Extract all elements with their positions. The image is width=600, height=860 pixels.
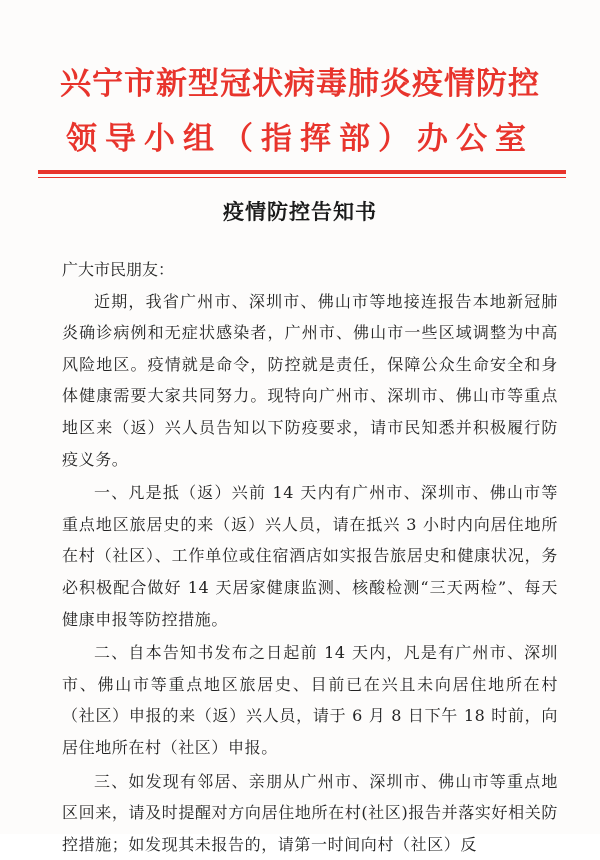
header-divider-thin <box>38 177 566 178</box>
document-title: 疫情防控告知书 <box>0 196 600 226</box>
org-name-line-1: 兴宁市新型冠状病毒肺炎疫情防控 <box>0 58 600 103</box>
header-divider-thick <box>38 170 566 174</box>
paragraph-item-3: 三、如发现有邻居、亲朋从广州市、深圳市、佛山市等重点地区回来，请及时提醒对方向居住地所在村(社区)报告并落实好相关防控措施；如发现其未报告的，请第一时间向村（社区）反 <box>62 766 558 860</box>
org-name-line-2: 领导小组（指挥部）办公室 <box>0 113 600 158</box>
paragraph-item-1: 一、凡是抵（返）兴前 14 天内有广州市、深圳市、佛山市等重点地区旅居史的来（返）兴人员，请在抵兴 3 小时内向居住地所在村（社区）、工作单位或住宿酒店如实报告旅居史和健康状况，务必积极配合做好 14 天居家健康监测、核酸检测“三天两检”、每天健康申报等防控措施。 <box>62 477 558 635</box>
paragraph-intro: 近期，我省广州市、深圳市、佛山市等地接连报告本地新冠肺炎确诊病例和无症状感染者，广州市、佛山市一些区域调整为中高风险地区。疫情就是命令，防控就是责任，保障公众生命安全和身体健康需要大家共同努力。现特向广州市、深圳市、佛山市等重点地区来（返）兴人员告知以下防疫要求，请市民知悉并积极履行防疫义务。 <box>62 286 558 476</box>
salutation: 广大市民朋友： <box>62 254 558 286</box>
paragraph-item-2: 二、自本告知书发布之日起前 14 天内，凡是有广州市、深圳市、佛山市等重点地区旅居史、目前已在兴且未向居住地所在村（社区）申报的来（返）兴人员，请于 6 月 8 日下午 18 时前，向居住地所在村（社区）申报。 <box>62 637 558 763</box>
document-body <box>62 254 558 860</box>
